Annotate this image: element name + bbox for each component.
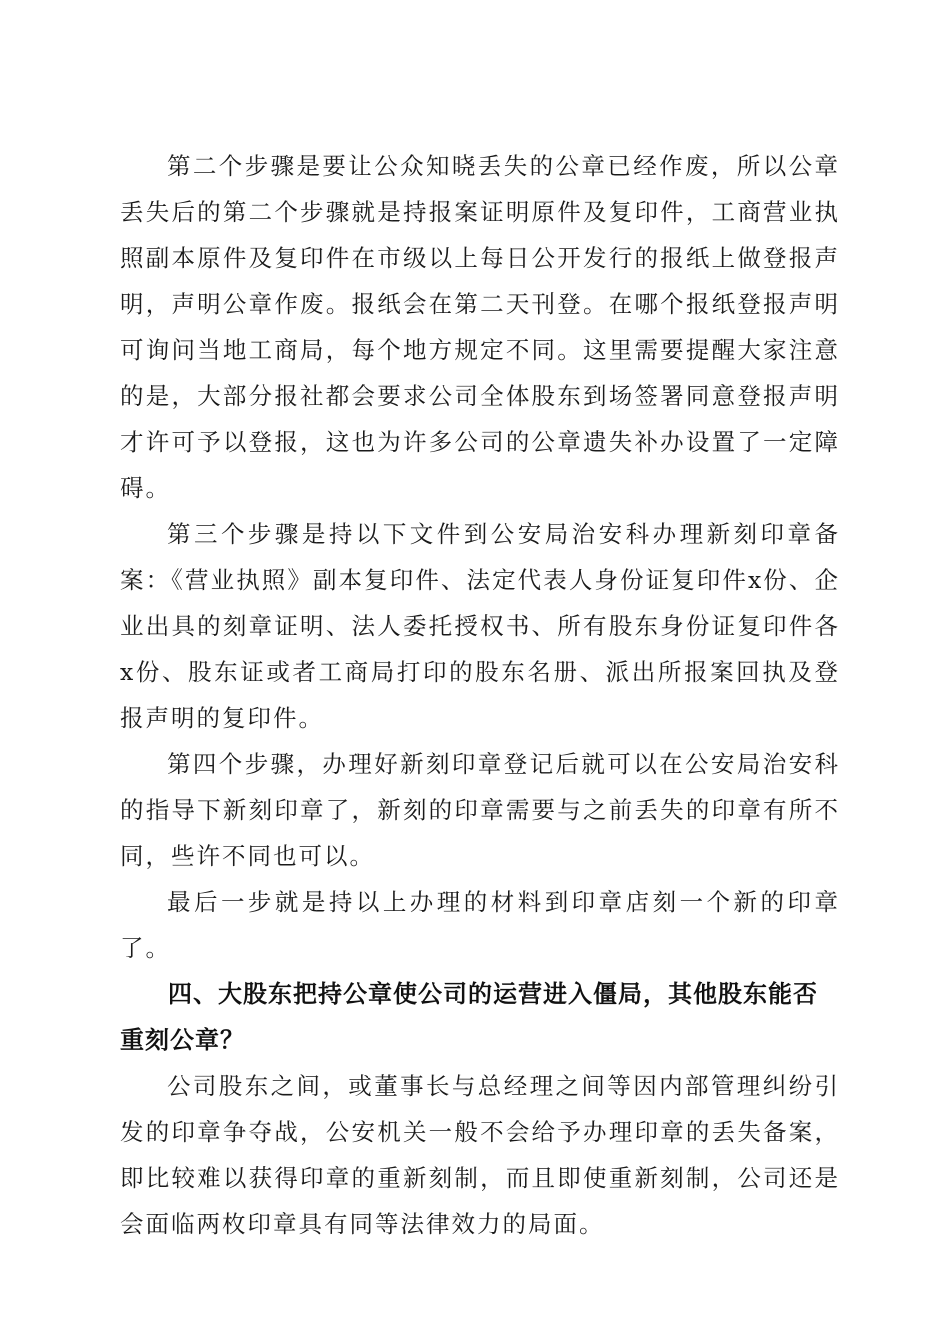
paragraph-step-two: 第二个步骤是要让公众知晓丢失的公章已经作废，所以公章丢失后的第二个步骤就是持报案证明原件及复印件，工商营业执照副本原件及复印件在市级以上每日公开发行的报纸上做登报声明，声明公章作废。报纸会在第二天刊登。在哪个报纸登报声明可询问当地工商局，每个地方规定不同。这里需要提醒大家注意的是，大部分报社都会要求公司全体股东到场签署同意登报声明才许可予以登报，这也为许多公司的公章遗失补办设置了一定障碍。 xyxy=(120,152,840,502)
section-heading: 四、大股东把持公章使公司的运营进入僵局，其他股东能否重刻公章？ xyxy=(120,980,818,1054)
paragraph-final-step: 最后一步就是持以上办理的材料到印章店刻一个新的印章了。 xyxy=(120,888,840,962)
paragraph-section-four-body: 公司股东之间，或董事长与总经理之间等因内部管理纠纷引发的印章争夺战，公安机关一般不会给予办理印章的丢失备案，即比较难以获得印章的重新刻制，而且即使重新刻制，公司还是会面临两枚印章具有同等法律效力的局面。 xyxy=(120,1072,840,1238)
document-body xyxy=(120,143,840,1247)
paragraph-step-three: 第三个步骤是持以下文件到公安局治安科办理新刻印章备案：《营业执照》副本复印件、法定代表人身份证复印件x份、企业出具的刻章证明、法人委托授权书、所有股东身份证复印件各x份、股东证或者工商局打印的股东名册、派出所报案回执及登报声明的复印件。 xyxy=(120,520,840,732)
paragraph-step-four: 第四个步骤，办理好新刻印章登记后就可以在公安局治安科的指导下新刻印章了，新刻的印章需要与之前丢失的印章有所不同，些许不同也可以。 xyxy=(120,750,840,870)
